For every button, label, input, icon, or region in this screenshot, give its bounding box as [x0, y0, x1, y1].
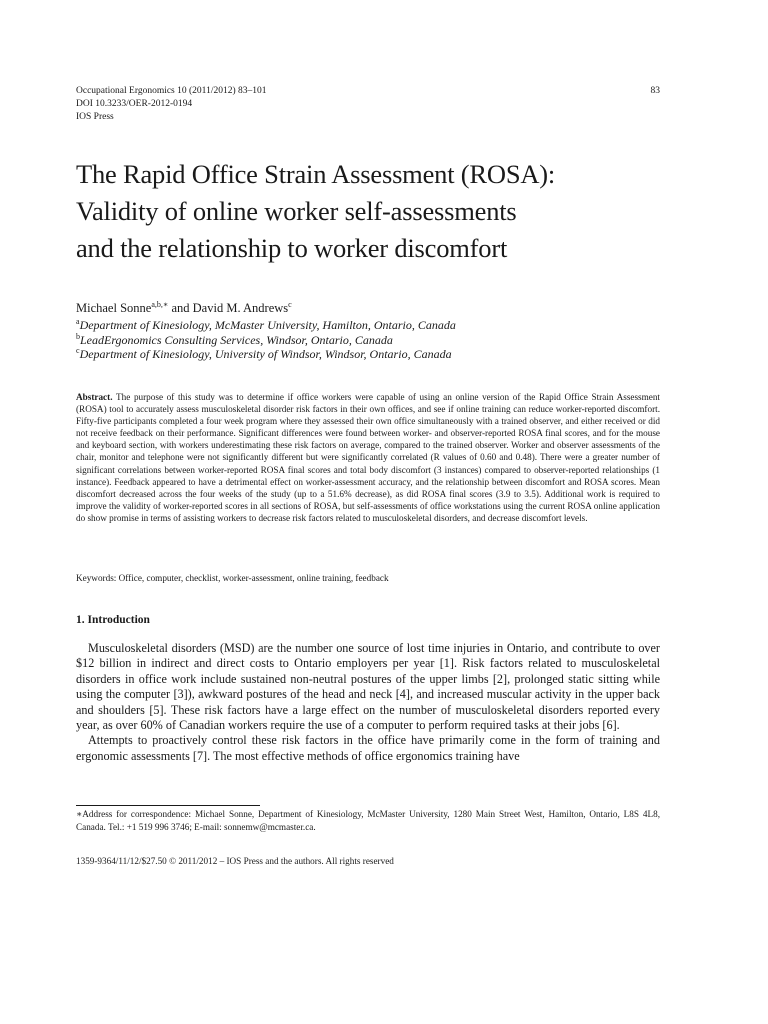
- author-name: David M. Andrews: [192, 301, 289, 315]
- affiliation-list: [76, 318, 456, 362]
- journal-header: [76, 85, 660, 124]
- author-connector: and: [168, 301, 193, 315]
- paragraph: Musculoskeletal disorders (MSD) are the number one source of lost time injuries in Ontario, and contribute to over $12 billion in indirect and direct costs to Ontario employers per year [1]. Risk factors related to musculoskeletal disorders in office work include sustained non-neutral postures of the upper limbs [2], prolonged static sitting while using the computer [3]), awkward postures of the head and neck [4], and increased muscular activity in the upper back and shoulders [5]. These risk factors have a large effect on the number of musculoskeletal disorders reported every year, as over 60% of Canadian workers require the use of a computer to perform required tasks at their jobs [6].: [76, 641, 660, 733]
- title-line: and the relationship to worker discomfort: [76, 233, 508, 263]
- body-text: [76, 641, 660, 764]
- affiliation: [76, 333, 456, 348]
- title-line: The Rapid Office Strain Assessment (ROSA):: [76, 159, 556, 189]
- paper-page: [76, 0, 660, 1024]
- affiliation-mark: b: [76, 331, 80, 341]
- section-heading: 1. Introduction: [76, 614, 150, 626]
- abstract: [76, 391, 660, 524]
- journal-citation: Occupational Ergonomics 10 (2011/2012) 83–101: [76, 86, 267, 96]
- abstract-text: The purpose of this study was to determine if office workers were capable of using an online version of the Rapid Office Strain Assessment (ROSA) tool to accurately assess musculoskeletal disorder risk factors in their own offices, and see if online training can reduce worker-reported discomfort. Fifty-five participants completed a four week program where they assessed their own office simultaneously with a trained observer, and either received or did not receive feedback on their performance. Significant differences were found between worker- and observer-reported ROSA final scores, and for the mouse and keyboard section, with workers underestimating these risk factors on average, compared to the trained observer. Worker and observer assessments of the chair, monitor and telephone were not significantly different but were significantly correlated (R values of 0.60 and 0.48). There were a greater number of significant correlations between worker-reported ROSA final scores and total body discomfort (3 instances) compared to observer-reported relationships (1 instance). Feedback appeared to have a detrimental effect on worker-assessment accuracy, and the relationship between discomfort and ROSA scores. Mean discomfort decreased across the four weeks of the study (up to a 51.6% decrease), as did ROSA final scores (3.9 to 3.5). Additional work is required to improve the validity of worker-reported scores in all sections of ROSA, but self-assessments of office workstations using the current ROSA online application do show promise in terms of assisting workers to decrease risk factors related to musculoskeletal disorders, and decrease discomfort levels.: [76, 392, 660, 523]
- abstract-label: Abstract.: [76, 392, 113, 402]
- affiliation: [76, 318, 456, 333]
- affiliation: [76, 347, 456, 362]
- author-name: Michael Sonne: [76, 301, 152, 315]
- page-number: 83: [650, 86, 660, 96]
- author-marks: a,b,∗: [151, 300, 169, 309]
- author-marks: c: [288, 300, 292, 309]
- affiliation-text: LeadErgonomics Consulting Services, Windsor, Ontario, Canada: [80, 332, 393, 347]
- affiliation-mark: a: [76, 317, 80, 326]
- copyright-line: 1359-9364/11/12/$27.50 © 2011/2012 – IOS Press and the authors. All rights reserved: [76, 856, 394, 866]
- doi: DOI 10.3233/OER-2012-0194: [76, 99, 193, 109]
- affiliation-text: Department of Kinesiology, McMaster University, Hamilton, Ontario, Canada: [79, 318, 456, 332]
- affiliation-mark: c: [76, 346, 80, 355]
- paper-title: [76, 156, 676, 267]
- affiliation-text: Department of Kinesiology, University of Windsor, Windsor, Ontario, Canada: [79, 347, 452, 361]
- author-list: [76, 300, 292, 316]
- title-line: Validity of online worker self-assessments: [76, 196, 517, 226]
- footnote: ∗Address for correspondence: Michael Sonne, Department of Kinesiology, McMaster University, 1280 Main Street West, Hamilton, Ontario, L8S 4L8, Canada. Tel.: +1 519 996 3746; E-mail: sonnemw@mcmaster.ca.: [76, 809, 660, 832]
- footnote-rule: [76, 805, 260, 806]
- keywords: Keywords: Office, computer, checklist, worker-assessment, online training, feedback: [76, 573, 389, 583]
- paragraph: Attempts to proactively control these risk factors in the office have primarily come in the form of training and ergonomic assessments [7]. The most effective methods of office ergonomics training have: [76, 733, 660, 763]
- publisher: IOS Press: [76, 112, 114, 122]
